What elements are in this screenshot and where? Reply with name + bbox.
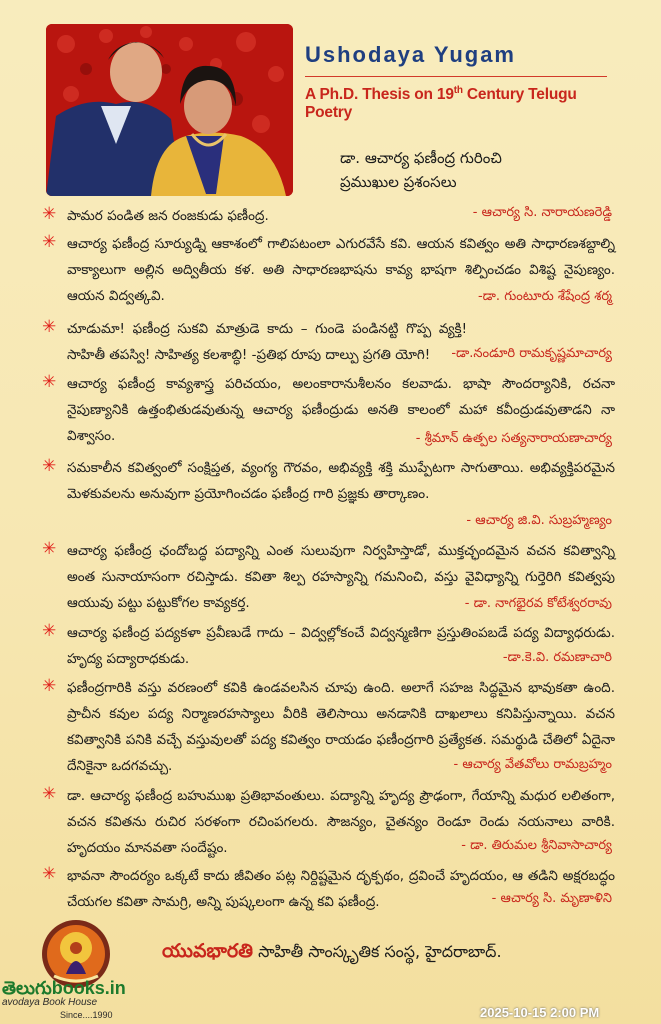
testimonial-text: సమకాలీన కవిత్వంలో సంక్షిప్తత, వ్యంగ్య గౌరవం, అభివ్యక్తి శక్తి ముప్పేటగా సాగుతాయి. అభివ్యక్తిపరమైన మెళకువలను అనువుగా ప్రయోగించడం ఫణీంద్ర గారి ప్రజ్ఞకు తార్కాణం. bbox=[67, 460, 615, 502]
book-title: Ushodaya Yugam bbox=[305, 42, 516, 67]
book-subtitle bbox=[305, 85, 615, 122]
asterisk-icon: ✳ bbox=[42, 372, 57, 392]
testimonial-text: భావనా సౌందర్యం ఒక్కటే కాదు జీవితం పట్ల నిర్దిష్టమైన దృక్పథం, ద్రవించే హృదయం, ఆ తడిని అక్షరబద్ధం చేయగల కవితా సామగ్రి, అన్ని పుష్కలంగా ఉన్న కవి ఫణీంద్ర. bbox=[67, 868, 615, 910]
testimonial-author: -డా. గుంటూరు శేషేంద్ర శర్మ bbox=[477, 289, 612, 304]
asterisk-icon: ✳ bbox=[42, 317, 57, 337]
testimonials-heading bbox=[340, 146, 610, 194]
author-photo bbox=[46, 24, 293, 196]
heading-line-2: ప్రముఖుల ప్రశంసలు bbox=[340, 173, 457, 191]
photo-timestamp: 2025-10-15 2:00 PM bbox=[480, 1005, 600, 1020]
heading-line-1: డా. ఆచార్య ఫణీంద్ర గురించి bbox=[340, 149, 502, 167]
subtitle-superscript: th bbox=[453, 85, 463, 96]
watermark-house: avodaya Book House bbox=[2, 997, 98, 1008]
testimonial-author: - ఆచార్య సి. మృణాళిని bbox=[491, 891, 612, 906]
site-watermark: తెలుగుbooks.in bbox=[2, 978, 126, 998]
testimonial-text: చూడుమా! ఫణీంద్ర సుకవి మాత్రుడె కాదు – గుండె పండినట్టి గొప్ప వ్యక్తి! సాహితీ తపస్వి! సాహిత్య కలశాబ్ధి! -ప్రతిభ రూపు దాల్పు ప్రగతి యోగి! bbox=[67, 321, 467, 363]
publisher-line bbox=[162, 940, 582, 967]
asterisk-icon: ✳ bbox=[42, 204, 57, 224]
testimonial-author: - శ్రీమాన్ ఉత్పల సత్యనారాయణాచార్య bbox=[415, 431, 612, 446]
asterisk-icon: ✳ bbox=[42, 539, 57, 559]
watermark-since: Since....1990 bbox=[60, 1010, 113, 1020]
testimonial-author: -డా.కె.వి. రమణాచారి bbox=[502, 650, 612, 665]
asterisk-icon: ✳ bbox=[42, 784, 57, 804]
testimonial-text: ఆచార్య ఫణీంద్ర పద్యకళా ప్రవీణుడే గాదు – విద్వల్లోకంచే విద్వన్మణిగా ప్రస్తుతింపబడే పద్య విద్యాధరుడు. హృద్య పద్యారాధకుడు. bbox=[67, 625, 615, 667]
testimonial-text: ఆచార్య ఫణీంద్ర కావ్యశాస్త్ర పరిచయం, అలంకారానుశీలనం కలవాడు. భాషా సౌందర్యానికి, రచనా నైపుణ్యానికి ఉత్తంభితుడవుతున్న ఆచార్య ఫణీంద్రుడు అనతి కాలంలో మహా కవీంద్రుడవుతాడని నా విశ్వాసం. bbox=[67, 376, 615, 444]
title-divider bbox=[305, 76, 607, 77]
asterisk-icon: ✳ bbox=[42, 676, 57, 696]
testimonial-author: - ఆచార్య వేతవోలు రామబ్రహ్మం bbox=[453, 757, 612, 772]
asterisk-icon: ✳ bbox=[42, 621, 57, 641]
asterisk-icon: ✳ bbox=[42, 232, 57, 252]
testimonial-text: ఫణీంద్రగారికి వస్తు వరణంలో కవికి ఉండవలసిన చూపు ఉంది. అలాగే సహజ సిద్ధమైన భావుకతా ఉంది. ప్రాచీన కవుల పద్య నిర్మాణరహస్యాలు వీరికి తెలిసాయి అనడానికి దాఖలాలు కనిపిస్తున్నాయి. వచన కవిత్వానికి పనికి వచ్చే వస్తువులతో పద్య కవిత్వం రాయడం ఫణీంద్రగారి ప్రత్యేకత. సమర్థుడి చేతిలో ఏదైనా దేనికైనా ఒదగవచ్చు. bbox=[67, 680, 615, 774]
asterisk-icon: ✳ bbox=[42, 456, 57, 476]
testimonial-text: డా. ఆచార్య ఫణీంద్ర బహుముఖ ప్రతిభావంతులు. పద్యాన్ని హృద్య ప్రౌఢంగా, గేయాన్ని మధుర లలితంగా, వచన కవితను రుచిర సరళంగా రచింపగలరు. సౌజన్యం, చైతన్యం రెండూ రెండు నయనాలు వారికి. హృదయం మానవతా సందేష్టం. bbox=[67, 788, 615, 856]
subtitle-main: A Ph.D. Thesis on 19 bbox=[305, 86, 454, 104]
testimonial-author: -డా.నండూరి రామకృష్ణమాచార్య bbox=[451, 346, 612, 361]
testimonial-author: - ఆచార్య జి.వి. సుబ్రహ్మణ్యం bbox=[466, 513, 612, 528]
asterisk-icon: ✳ bbox=[42, 864, 57, 884]
testimonial-author: - ఆచార్య సి. నారాయణరెడ్డి bbox=[472, 205, 612, 220]
testimonial-author: - డా. తిరుమల శ్రీనివాసాచార్య bbox=[461, 838, 612, 853]
publisher-name: సాహితీ సాంస్కృతిక సంస్థ, హైదరాబాద్. bbox=[253, 942, 502, 961]
testimonial-text: పామర పండిత జన రంజకుడు ఫణీంద్ర. bbox=[67, 208, 269, 224]
subtitle-tail: Century Telugu Poetry bbox=[305, 86, 577, 122]
publisher-brand: యువభారతి bbox=[162, 940, 254, 962]
testimonial-text: ఆచార్య ఫణీంద్ర సూర్యుడ్ని ఆకాశంలో గాలిపటంలా ఎగురవేసే కవి. ఆయన కవిత్వం అతి సాధారణశబ్దాల్ని వాక్యాలుగా అల్లిన అద్వితీయ కళ. అతి సాధారణభాషను కావ్య భాషగా శిల్పించడం విశిష్ట నైపుణ్యం. ఆయన విద్వత్కవి. bbox=[67, 236, 615, 304]
testimonial-author: - డా. నాగభైరవ కోటేశ్వరరావు bbox=[464, 596, 612, 611]
testimonial-text: ఆచార్య ఫణీంద్ర ఛందోబద్ధ పద్యాన్ని ఎంత సులువుగా నిర్వహిస్తాడో, ముక్తచ్ఛందమైన వచన కవిత్వాన్ని అంత సునాయాసంగా రచిస్తాడు. కవితా శిల్ప రహస్యాన్ని గమనించి, వస్తు వైవిధ్యాన్ని గుర్తెరిగి కవిత్వపు ఆయువు పట్టు పట్టుకోగల కావ్యకర్త. bbox=[67, 543, 615, 611]
